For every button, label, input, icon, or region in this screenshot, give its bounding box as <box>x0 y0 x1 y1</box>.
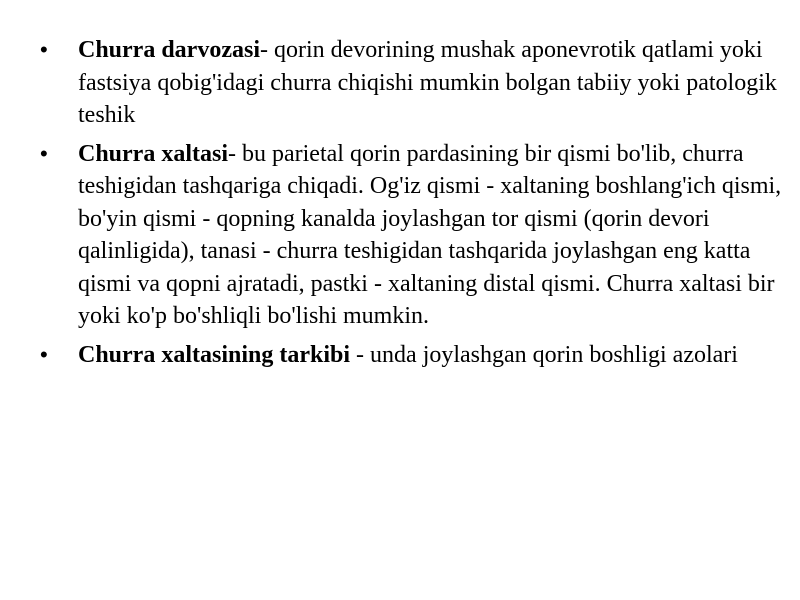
bullet-dot-icon: • <box>40 140 48 166</box>
term-churra-darvozasi: Churra darvozasi <box>78 37 260 63</box>
bullet-item-churra-xaltasining-tarkibi <box>40 339 788 372</box>
bullet-item-churra-darvozasi <box>40 34 788 132</box>
bullet-dot-icon: • <box>40 341 48 367</box>
bullet-list <box>40 34 782 371</box>
term-churra-xaltasi: Churra xaltasi <box>78 140 228 167</box>
term-churra-xaltasining-tarkibi: Churra xaltasining tarkibi <box>78 341 351 368</box>
bullet-dot-icon: • <box>40 37 48 62</box>
definition-churra-darvozasi: - qorin devorining mushak aponevrotik qatlami yoki fastsiya qobig'idagi churra chiqishi mumkin bolgan tabiiy yoki patologik teshik <box>78 37 777 128</box>
definition-churra-xaltasining-tarkibi: - unda joylashgan qorin boshligi azolari <box>350 341 738 368</box>
definition-churra-xaltasi: - bu parietal qorin pardasining bir qismi bo'lib, churra teshigidan tashqariga chiqadi. Og'iz qismi - xaltaning boshlang'ich qismi, bo'yin qismi - qopning kanalda joylashgan tor qismi (qorin devori qalinligida), tanasi - churra teshigidan tashqarida joylashgan eng katta qismi va qopni ajratadi, pastki - xaltaning distal qismi. Churra xaltasi bir yoki ko'p bo'shliqli bo'lishi mumkin. <box>78 140 782 329</box>
bullet-item-churra-xaltasi <box>40 138 788 333</box>
